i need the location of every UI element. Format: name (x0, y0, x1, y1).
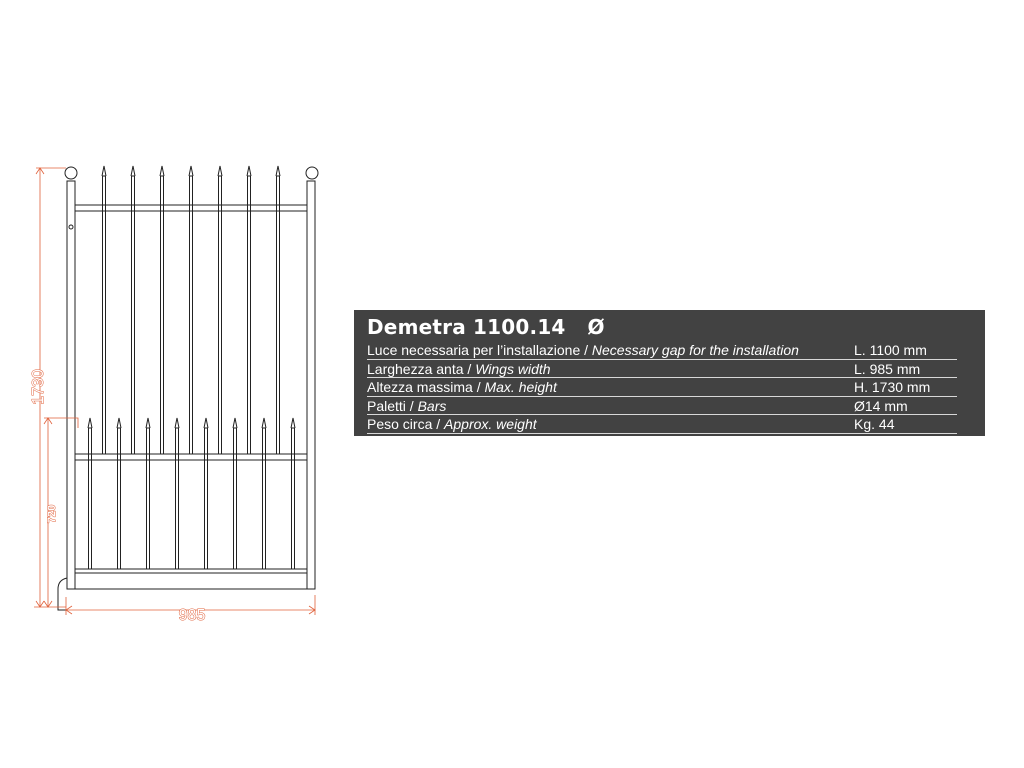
spec-value: H. 1730 mm (854, 379, 931, 395)
spec-value: L. 1100 mm (854, 342, 927, 358)
short-bar (146, 418, 150, 569)
spec-row-weight (367, 415, 957, 434)
bottom-rail (75, 569, 307, 589)
short-bar (117, 418, 121, 569)
tall-bar (160, 166, 164, 454)
tall-bar (102, 166, 106, 454)
short-bar (291, 418, 295, 569)
spec-panel (354, 310, 985, 436)
spec-value: Kg. 44 (854, 416, 895, 432)
spec-label-it: Luce necessaria per l’installazione / (367, 342, 589, 358)
left-post (67, 181, 75, 589)
spec-row-bars (367, 397, 957, 416)
spec-row-width (367, 360, 957, 379)
spec-title (367, 314, 985, 341)
short-bar (175, 418, 179, 569)
tall-bar (247, 166, 251, 454)
right-ball-finial (306, 167, 318, 179)
spec-label-en: Necessary gap for the installation (591, 342, 799, 358)
tall-bar (218, 166, 222, 454)
top-rail (75, 205, 307, 211)
model-name: Demetra 1100.14 (367, 315, 566, 339)
short-bar (88, 418, 92, 569)
spec-label-en: Bars (417, 397, 447, 414)
middle-rail (75, 454, 307, 460)
spec-label-en: Approx. weight (444, 416, 537, 432)
right-post (307, 181, 315, 589)
spec-label-it: Paletti / (367, 397, 414, 414)
spec-row-height (367, 378, 957, 397)
dim-985-label: 985 (178, 607, 206, 624)
gate-drawing (0, 0, 340, 768)
dim-1730-label: 1730 (30, 369, 47, 405)
spec-label-en: Wings width (475, 360, 551, 377)
spec-row-gap (367, 341, 957, 360)
spec-label-en: Max. height (484, 379, 557, 395)
left-ball-finial (65, 167, 77, 179)
hinge-dot (69, 225, 73, 229)
tall-bar (189, 166, 193, 454)
diameter-symbol: Ø (587, 315, 605, 339)
short-bar (204, 418, 208, 569)
tall-bar (131, 166, 135, 454)
spec-value: L. 985 mm (854, 360, 921, 377)
spec-label-it: Larghezza anta / (367, 360, 472, 377)
spec-label-it: Altezza massima / (367, 379, 481, 395)
short-bar (262, 418, 266, 569)
spec-label-it: Peso circa / (367, 416, 441, 432)
tall-bar (276, 166, 280, 454)
dim-720-label: 720 (46, 504, 58, 524)
spec-value: Ø14 mm (854, 397, 908, 414)
short-bar (233, 418, 237, 569)
